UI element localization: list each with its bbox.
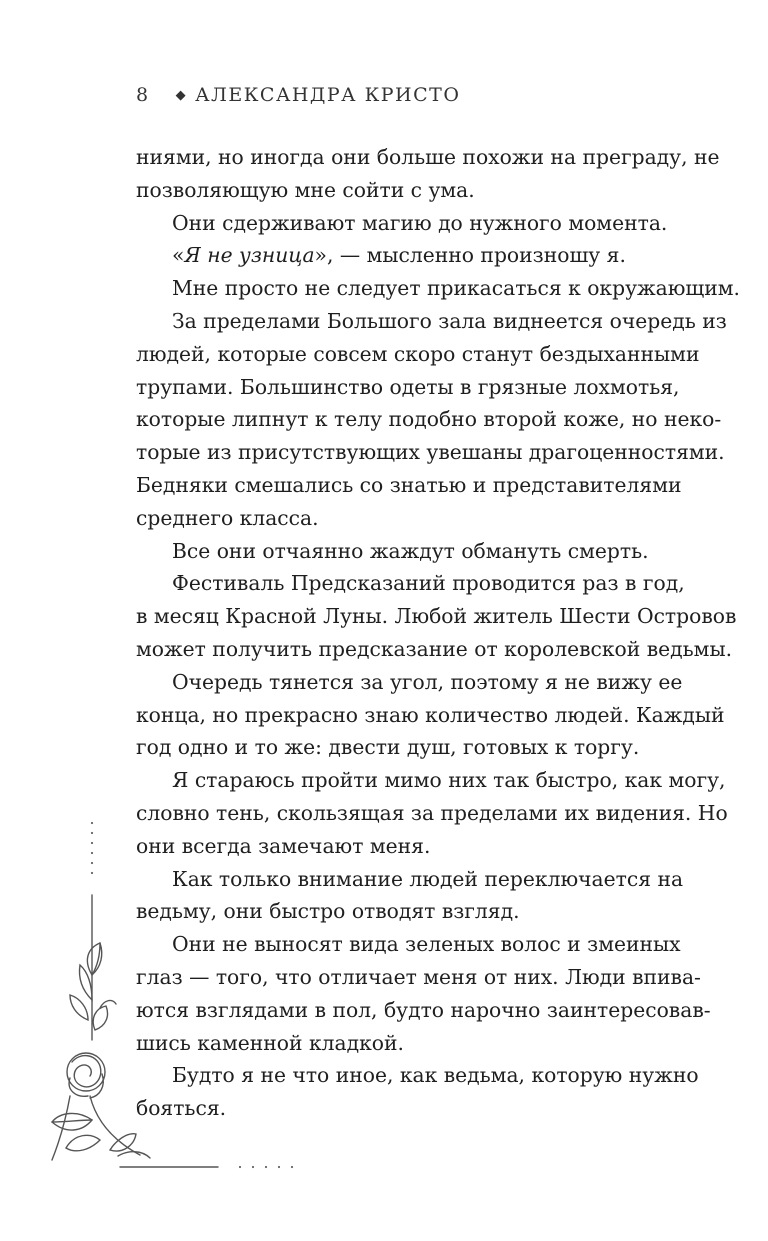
text-line: Они не выносят вида зеленых волос и змеиных	[172, 932, 681, 957]
text-line: ются взглядами в пол, будто нарочно заинтересовав-	[136, 997, 711, 1022]
text-line: торые из присутствующих увешаны драгоценностями.	[136, 440, 725, 465]
text-line: шись каменной кладкой.	[136, 1030, 404, 1055]
text-line-quote	[136, 239, 688, 272]
page-number: 8	[136, 84, 150, 106]
running-header	[136, 84, 460, 106]
text-line: словно тень, скользящая за пределами их видения. Но	[136, 800, 728, 825]
text-line: конца, но прекрасно знаю количество людей. Каждый	[136, 702, 725, 727]
text-line: Будто я не что иное, как ведьма, которую нужно	[172, 1063, 699, 1088]
text-line: Я стараюсь пройти мимо них так быстро, как могу,	[172, 768, 726, 793]
text-line: среднего класса.	[136, 505, 319, 530]
text-line: Они сдерживают магию до нужного момента.	[172, 210, 668, 235]
quote-rest: », — мысленно произношу я.	[314, 243, 626, 268]
quote-open: «	[172, 243, 185, 268]
text-line: в месяц Красной Луны. Любой житель Шести Островов	[136, 604, 737, 629]
text-line: Все они отчаянно жаждут обмануть смерть.	[172, 538, 649, 563]
text-line: Очередь тянется за угол, поэтому я не вижу ее	[172, 669, 683, 694]
text-line: Как только внимание людей переключается на	[172, 866, 684, 891]
text-line: ниями, но иногда они больше похожи на преграду, не	[136, 145, 720, 169]
text-line: год одно и то же: двести душ, готовых к торгу.	[136, 735, 640, 760]
author-name: АЛЕКСАНДРА КРИСТО	[195, 84, 461, 106]
body-text	[136, 141, 741, 1125]
text-line: может получить предсказание от королевской ведьмы.	[136, 636, 733, 661]
text-line: Мне просто не следует прикасаться к окружающим.	[172, 276, 741, 301]
diamond-icon: ◆	[175, 88, 188, 103]
text-line: глаз — того, что отличает меня от них. Люди впива-	[136, 964, 701, 989]
text-line: трупами. Большинство одеты в грязные лохмотья,	[136, 374, 680, 399]
text-line: они всегда замечают меня.	[136, 833, 431, 858]
text-line: Бедняки смешались со знатью и представителями	[136, 472, 682, 497]
italic-thought: Я не узница	[184, 243, 315, 268]
text-line: людей, которые совсем скоро станут бездыханными	[136, 341, 700, 366]
text-line: которые липнут к телу подобно второй коже, но неко-	[136, 407, 722, 432]
text-line: позволяющую мне сойти с ума.	[136, 177, 475, 202]
text-line: ведьму, они быстро отводят взгляд.	[136, 899, 520, 924]
text-line: Фестиваль Предсказаний проводится раз в год,	[172, 571, 685, 596]
text-line: бояться.	[136, 1096, 227, 1121]
text-line: За пределами Большого зала виднеется очередь из	[172, 308, 727, 333]
